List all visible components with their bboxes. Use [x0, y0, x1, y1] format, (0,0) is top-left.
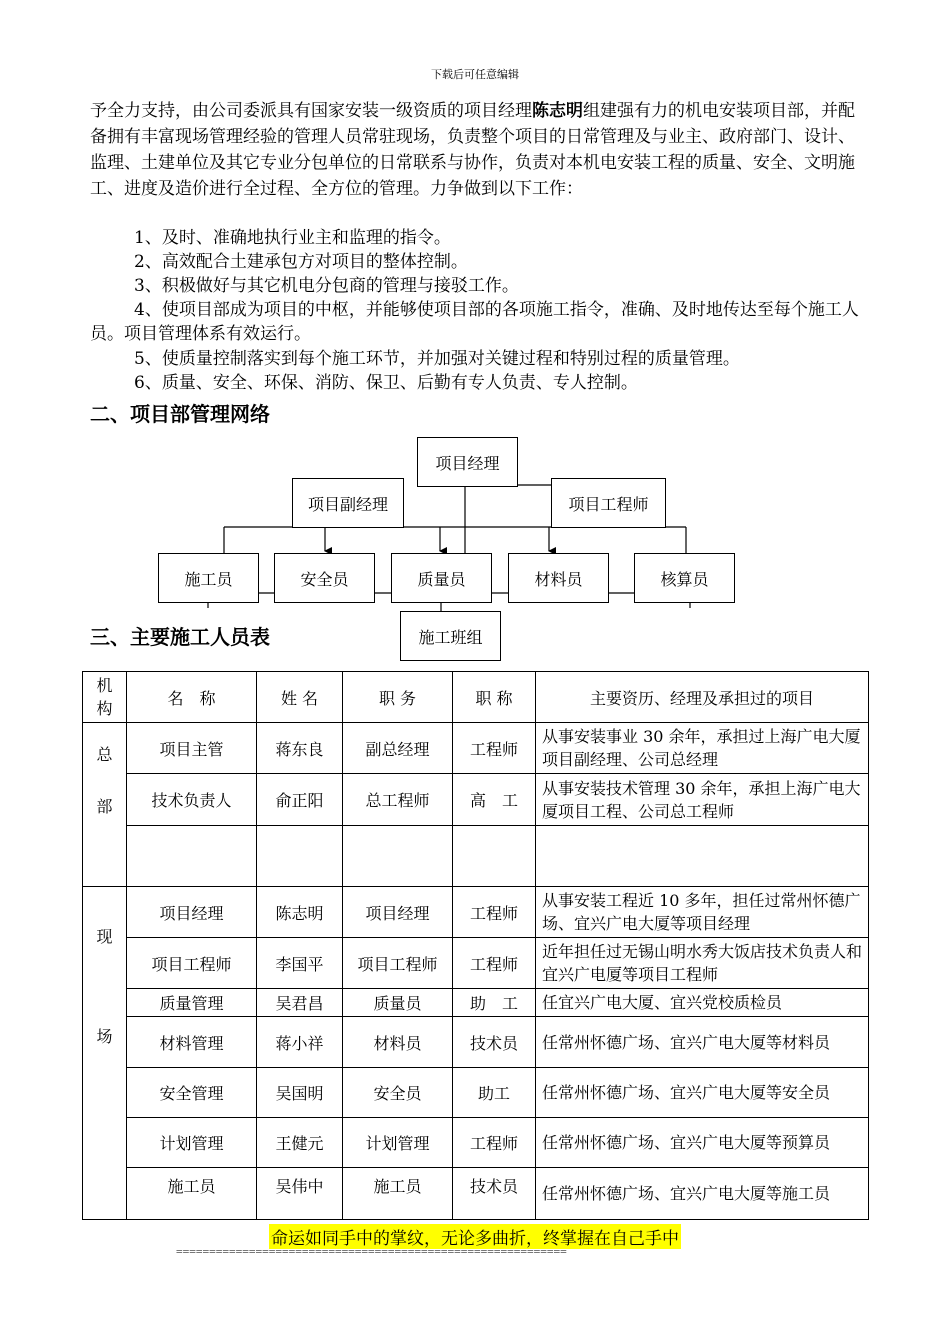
table-row — [83, 1068, 869, 1118]
org-box-engineer: 项目工程师 — [551, 478, 666, 528]
cell: 技术员 — [453, 1017, 536, 1068]
cell — [536, 826, 869, 887]
cell: 计划管理 — [343, 1118, 453, 1168]
cell: 俞正阳 — [257, 774, 343, 826]
table-row — [83, 989, 869, 1017]
col-header: 职 务 — [343, 672, 453, 723]
cell — [453, 826, 536, 887]
org-box-staff: 安全员 — [274, 553, 375, 603]
cell: 副总经理 — [343, 723, 453, 774]
cell — [127, 826, 257, 887]
table-row — [83, 887, 869, 938]
cell: 计划管理 — [127, 1118, 257, 1168]
cell: 项目工程师 — [127, 938, 257, 989]
col-header: 姓 名 — [257, 672, 343, 723]
manager-name: 陈志明 — [532, 101, 583, 121]
org-box-manager: 项目经理 — [417, 437, 518, 487]
cell: 项目主管 — [127, 723, 257, 774]
header-note: 下载后可任意编辑 — [431, 68, 519, 81]
cell: 任常州怀德广场、宜兴广电大厦等施工员 — [536, 1168, 869, 1220]
intro-after: 组建强有力的机电安装项目部，并配备拥有丰富现场管理经验的管理人员常驻现场，负责整个项目的日常管理及与业主、政府部门、设计、监理、土建单位及其它专业分包单位的日常联系与协作，负责对本机电安装工程的质量、安全、文明施工、进度及造价进行全过程、全方位的管理。力争做到以下工作： — [90, 101, 855, 199]
table-row — [83, 938, 869, 989]
cell: 吴国明 — [257, 1068, 343, 1118]
cell: 助 工 — [453, 989, 536, 1017]
cell: 工程师 — [453, 938, 536, 989]
col-header: 名 称 — [127, 672, 257, 723]
staff-table — [82, 671, 869, 1220]
cell: 安全员 — [343, 1068, 453, 1118]
org-box-deputy: 项目副经理 — [292, 478, 404, 528]
cell: 材料员 — [343, 1017, 453, 1068]
task-item: 2、高效配合土建承包方对项目的整体控制。 — [134, 252, 468, 272]
col-header: 主要资历、经理及承担过的项目 — [536, 672, 869, 723]
org-box-staff: 质量员 — [391, 553, 492, 603]
cell: 高 工 — [453, 774, 536, 826]
cell: 任宜兴广电大厦、宜兴党校质检员 — [536, 989, 869, 1017]
cell — [257, 826, 343, 887]
org-box-staff: 核算员 — [634, 553, 735, 603]
cell: 蒋小祥 — [257, 1017, 343, 1068]
task-item: 4、使项目部成为项目的中枢，并能够使项目部的各项施工指令，准确、及时地传达至每个施工人员。项目管理体系有效运行。 — [90, 300, 859, 344]
cell: 近年担任过无锡山明水秀大饭店技术负责人和宜兴广电厦等项目工程师 — [536, 938, 869, 989]
cell: 陈志明 — [257, 887, 343, 938]
cell: 王健元 — [257, 1118, 343, 1168]
col-header: 职 称 — [453, 672, 536, 723]
cell: 任常州怀德广场、宜兴广电大厦等安全员 — [536, 1068, 869, 1118]
org-box-staff: 材料员 — [508, 553, 609, 603]
cell: 从事安装事业 30 余年，承担过上海广电大厦项目副经理、公司总经理 — [536, 723, 869, 774]
cell: 施工员 — [343, 1168, 453, 1220]
cell: 项目经理 — [127, 887, 257, 938]
task-item: 5、使质量控制落实到每个施工环节，并加强对关键过程和特别过程的质量管理。 — [134, 349, 740, 369]
table-row — [83, 826, 869, 887]
table-row — [83, 1118, 869, 1168]
cell: 李国平 — [257, 938, 343, 989]
cell: 任常州怀德广场、宜兴广电大厦等预算员 — [536, 1118, 869, 1168]
cell: 项目经理 — [343, 887, 453, 938]
task-item: 6、质量、安全、环保、消防、保卫、后勤有专人负责、专人控制。 — [134, 373, 638, 393]
cell — [343, 826, 453, 887]
cell: 从事安装工程近 10 多年，担任过常州怀德广场、宜兴广电大厦等项目经理 — [536, 887, 869, 938]
section-title-network: 二、项目部管理网络 — [90, 402, 270, 426]
cell: 材料管理 — [127, 1017, 257, 1068]
cell: 工程师 — [453, 887, 536, 938]
col-header: 机构 — [83, 672, 127, 723]
table-row — [83, 774, 869, 826]
footer-divider: =========================================================== — [176, 1245, 567, 1258]
cell: 项目工程师 — [343, 938, 453, 989]
cell: 吴伟中 — [257, 1168, 343, 1220]
cell: 任常州怀德广场、宜兴广电大厦等材料员 — [536, 1017, 869, 1068]
task-item: 1、及时、准确地执行业主和监理的指令。 — [134, 228, 451, 248]
footer-slogan: 命运如同手中的掌纹，无论多曲折，终掌握在自己手中 — [269, 1224, 681, 1249]
cell: 技术员 — [453, 1168, 536, 1220]
table-row — [83, 1017, 869, 1068]
intro-before: 予全力支持，由公司委派具有国家安装一级资质的项目经理 — [90, 101, 532, 121]
cell: 工程师 — [453, 723, 536, 774]
section-title-staff: 三、主要施工人员表 — [90, 625, 270, 649]
cell: 质量管理 — [127, 989, 257, 1017]
table-header-row — [83, 672, 869, 723]
cell: 蒋东良 — [257, 723, 343, 774]
task-item: 3、积极做好与其它机电分包商的管理与接驳工作。 — [134, 276, 519, 296]
cell: 质量员 — [343, 989, 453, 1017]
cell: 技术负责人 — [127, 774, 257, 826]
cell: 助工 — [453, 1068, 536, 1118]
cell: 总工程师 — [343, 774, 453, 826]
cell: 施工员 — [127, 1168, 257, 1220]
org-box-staff: 施工员 — [158, 553, 259, 603]
cell: 工程师 — [453, 1118, 536, 1168]
org-cell: 总部 — [83, 723, 127, 887]
org-cell: 现场 — [83, 887, 127, 1220]
cell: 吴君昌 — [257, 989, 343, 1017]
table-row — [83, 723, 869, 774]
org-box-team: 施工班组 — [400, 611, 501, 661]
cell: 安全管理 — [127, 1068, 257, 1118]
table-row — [83, 1168, 869, 1220]
cell: 从事安装技术管理 30 余年，承担上海广电大厦项目工程、公司总工程师 — [536, 774, 869, 826]
